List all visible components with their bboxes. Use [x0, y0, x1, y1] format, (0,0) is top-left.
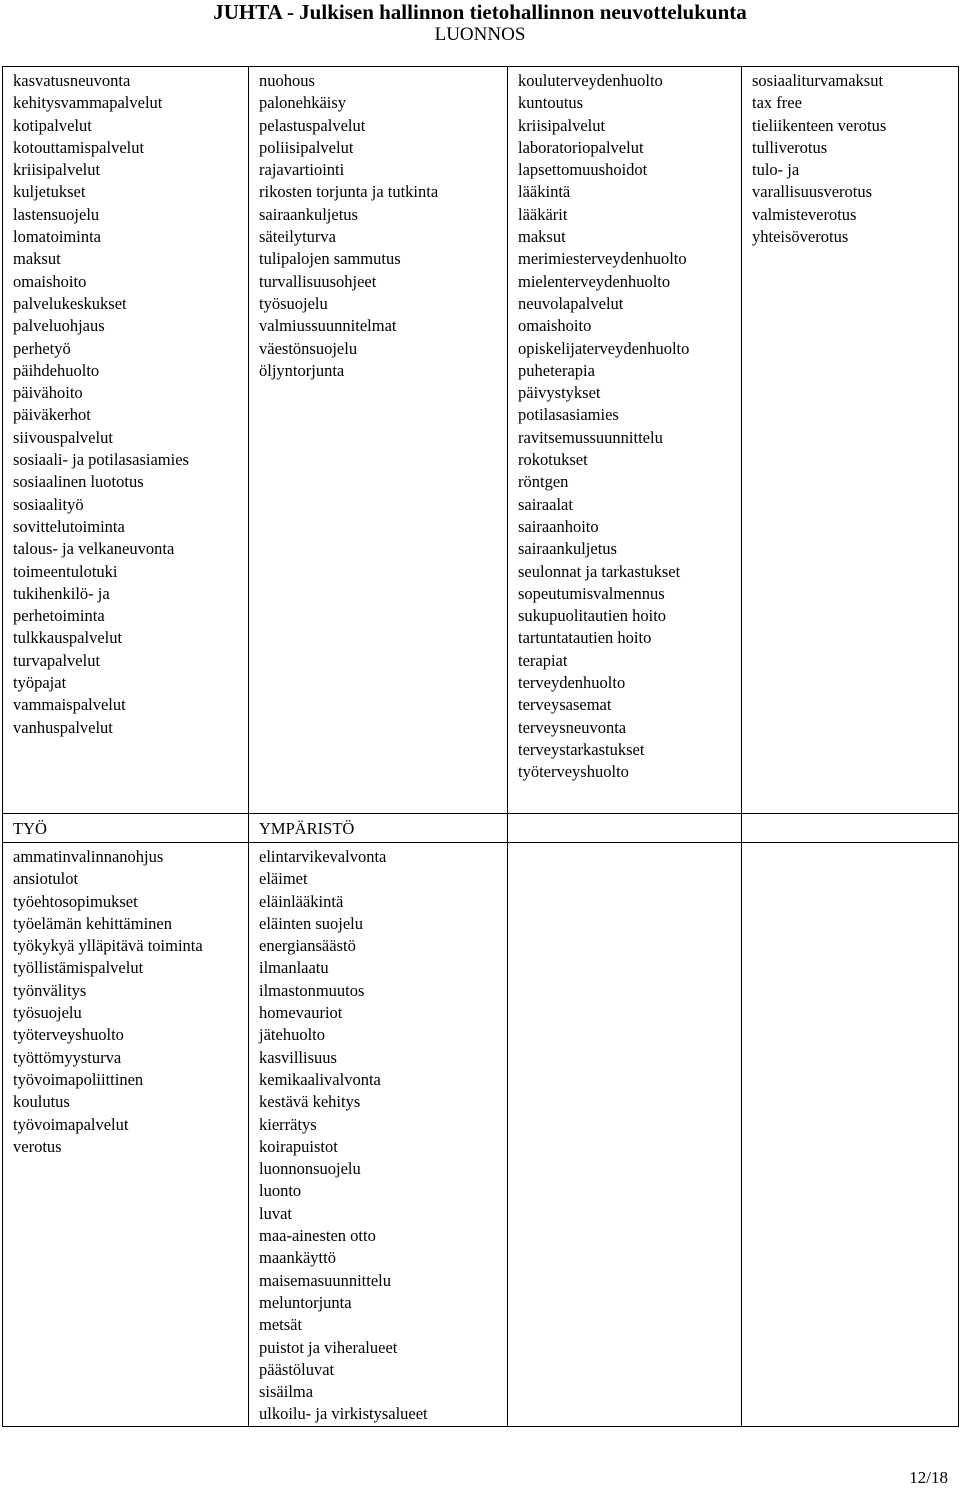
list-item: sukupuolitautien hoito — [518, 606, 667, 626]
list-item: maksut — [13, 249, 61, 269]
list-item: sosiaalityö — [13, 494, 84, 514]
list-item: työsuojelu — [13, 1003, 82, 1023]
list-item: työllistämispalvelut — [13, 958, 144, 978]
list-item: kierrätys — [259, 1114, 317, 1134]
list-item: tax free — [752, 93, 802, 113]
list-item: päivähoito — [13, 383, 83, 403]
list-item: terveydenhuolto — [518, 673, 626, 693]
list-item: lastensuojelu — [13, 204, 100, 224]
list-item: tukihenkilö- ja — [13, 583, 110, 603]
list-item: eläinlääkintä — [259, 891, 344, 911]
table-cell — [249, 843, 508, 1427]
list-item: omaishoito — [13, 271, 87, 291]
term-list — [249, 843, 507, 1426]
list-item: sosiaaliturvamaksut — [752, 71, 884, 90]
list-item: työkykyä ylläpitävä toiminta — [13, 936, 203, 956]
list-item: sosiaali- ja potilasasiamies — [13, 450, 189, 470]
table-cell — [742, 843, 959, 1427]
list-item: ulkoilu- ja virkistysalueet — [259, 1404, 428, 1424]
list-item: ravitsemussuunnittelu — [518, 427, 663, 447]
topics-table — [2, 66, 959, 1427]
list-item: työvoimapalvelut — [13, 1114, 129, 1134]
list-item: palveluohjaus — [13, 316, 105, 336]
list-item: kotouttamispalvelut — [13, 137, 145, 157]
list-item: verotus — [13, 1136, 62, 1156]
list-item: neuvolapalvelut — [518, 293, 624, 313]
list-item: työterveyshuolto — [518, 762, 629, 782]
list-item: varallisuusverotus — [752, 182, 873, 202]
list-item: kouluterveydenhuolto — [518, 71, 663, 90]
list-item: ansiotulot — [13, 869, 79, 889]
list-item: turvapalvelut — [13, 650, 101, 670]
list-item: kuntoutus — [518, 93, 584, 113]
list-item: koirapuistot — [259, 1136, 338, 1156]
table-row — [3, 67, 959, 814]
table-cell — [249, 814, 508, 843]
list-item: pelastuspalvelut — [259, 115, 366, 135]
list-item: rokotukset — [518, 450, 588, 470]
list-item: työehtosopimukset — [13, 891, 138, 911]
list-item: päästöluvat — [259, 1359, 335, 1379]
list-item: ilmastonmuutos — [259, 980, 365, 1000]
list-item: sosiaalinen luototus — [13, 472, 144, 492]
list-item: tulo- ja — [752, 160, 800, 180]
list-item: öljyntorjunta — [259, 360, 345, 380]
list-item: yhteisöverotus — [752, 227, 849, 247]
list-item: luonnonsuojelu — [259, 1159, 361, 1179]
page-number: 12/18 — [909, 1468, 948, 1487]
list-item: energiansäästö — [259, 936, 356, 956]
list-item: eläimet — [259, 869, 308, 889]
list-item: terveystarkastukset — [518, 739, 645, 759]
list-item: laboratoriopalvelut — [518, 137, 644, 157]
list-item: kehitysvammapalvelut — [13, 93, 163, 113]
table-row — [3, 814, 959, 843]
section-heading-tyo: TYÖ — [13, 819, 47, 838]
table-row — [3, 843, 959, 1427]
list-item: vammaispalvelut — [13, 695, 126, 715]
table-cell — [508, 814, 742, 843]
table-cell — [508, 67, 742, 814]
list-item: terveysneuvonta — [518, 717, 627, 737]
term-list — [742, 67, 958, 248]
list-item: elintarvikevalvonta — [259, 847, 387, 866]
list-item: siivouspalvelut — [13, 427, 113, 447]
list-item: puheterapia — [518, 360, 595, 380]
list-item: työvoimapoliittinen — [13, 1069, 144, 1089]
list-item: jätehuolto — [259, 1025, 325, 1045]
list-item: päivystykset — [518, 383, 601, 403]
list-item: kasvatusneuvonta — [13, 71, 131, 90]
list-item: kriisipalvelut — [13, 160, 101, 180]
list-item: sairaankuljetus — [259, 204, 358, 224]
list-item: sovittelutoiminta — [13, 516, 125, 536]
list-item: vanhuspalvelut — [13, 717, 113, 737]
list-item: maisemasuunnittelu — [259, 1270, 391, 1290]
term-list — [3, 843, 248, 1158]
list-item: rajavartiointi — [259, 160, 345, 180]
list-item: kuljetukset — [13, 182, 86, 202]
list-item: työttömyysturva — [13, 1047, 122, 1067]
list-item: tieliikenteen verotus — [752, 115, 887, 135]
section-heading-ymparisto: YMPÄRISTÖ — [259, 819, 355, 838]
table-cell — [742, 814, 959, 843]
list-item: ammatinvalinnanohjus — [13, 847, 164, 866]
list-item: terveysasemat — [518, 695, 612, 715]
list-item: opiskelijaterveydenhuolto — [518, 338, 690, 358]
list-item: terapiat — [518, 650, 568, 670]
list-item: valmisteverotus — [752, 204, 857, 224]
list-item: palonehkäisy — [259, 93, 347, 113]
list-item: lääkärit — [518, 204, 568, 224]
list-item: sairaankuljetus — [518, 539, 617, 559]
list-item: lomatoiminta — [13, 227, 101, 247]
list-item: poliisipalvelut — [259, 137, 354, 157]
term-list — [3, 67, 248, 739]
list-item: puistot ja viheralueet — [259, 1337, 398, 1357]
list-item: päihdehuolto — [13, 360, 100, 380]
list-item: metsät — [259, 1315, 303, 1335]
list-item: eläinten suojelu — [259, 913, 364, 933]
list-item: mielenterveydenhuolto — [518, 271, 671, 291]
list-item: tartuntatautien hoito — [518, 628, 652, 648]
list-item: rikosten torjunta ja tutkinta — [259, 182, 439, 202]
list-item: työelämän kehittäminen — [13, 913, 172, 933]
list-item: kestävä kehitys — [259, 1092, 361, 1112]
list-item: maankäyttö — [259, 1248, 336, 1268]
list-item: työpajat — [13, 673, 67, 693]
list-item: merimiesterveydenhuolto — [518, 249, 687, 269]
list-item: päiväkerhot — [13, 405, 91, 425]
list-item: koulutus — [13, 1092, 70, 1112]
document-header-subtitle: LUONNOS — [434, 24, 526, 45]
term-list — [249, 67, 507, 382]
list-item: omaishoito — [518, 316, 592, 336]
list-item: säteilyturva — [259, 227, 336, 247]
list-item: tulliverotus — [752, 137, 828, 157]
list-item: kemikaalivalvonta — [259, 1069, 381, 1089]
table-cell — [3, 814, 249, 843]
list-item: ilmanlaatu — [259, 958, 329, 978]
list-item: perhetyö — [13, 338, 71, 358]
list-item: työnvälitys — [13, 980, 87, 1000]
document-header-title: JUHTA - Julkisen hallinnon tietohallinnon neuvottelukunta — [213, 0, 747, 24]
list-item: valmiussuunnitelmat — [259, 316, 397, 336]
list-item: potilasasiamies — [518, 405, 619, 425]
list-item: lääkintä — [518, 182, 571, 202]
table-cell — [249, 67, 508, 814]
list-item: työterveyshuolto — [13, 1025, 124, 1045]
list-item: maksut — [518, 227, 566, 247]
list-item: luvat — [259, 1203, 292, 1223]
list-item: toimeentulotuki — [13, 561, 118, 581]
term-list — [508, 67, 741, 784]
list-item: sairaanhoito — [518, 516, 599, 536]
table-cell — [3, 843, 249, 1427]
list-item: röntgen — [518, 472, 569, 492]
list-item: perhetoiminta — [13, 606, 105, 626]
list-item: tulkkauspalvelut — [13, 628, 123, 648]
list-item: sopeutumisvalmennus — [518, 583, 665, 603]
list-item: palvelukeskukset — [13, 293, 127, 313]
list-item: luonto — [259, 1181, 302, 1201]
table-cell — [3, 67, 249, 814]
list-item: kriisipalvelut — [518, 115, 606, 135]
list-item: nuohous — [259, 71, 315, 90]
list-item: lapsettomuushoidot — [518, 160, 648, 180]
list-item: kotipalvelut — [13, 115, 92, 135]
list-item: väestönsuojelu — [259, 338, 358, 358]
list-item: kasvillisuus — [259, 1047, 337, 1067]
list-item: turvallisuusohjeet — [259, 271, 377, 291]
list-item: seulonnat ja tarkastukset — [518, 561, 681, 581]
list-item: homevauriot — [259, 1003, 343, 1023]
list-item: sisäilma — [259, 1382, 314, 1402]
table-cell — [742, 67, 959, 814]
list-item: sairaalat — [518, 494, 573, 514]
list-item: meluntorjunta — [259, 1292, 352, 1312]
list-item: maa-ainesten otto — [259, 1226, 376, 1246]
list-item: tulipalojen sammutus — [259, 249, 401, 269]
list-item: työsuojelu — [259, 293, 328, 313]
list-item: talous- ja velkaneuvonta — [13, 539, 175, 559]
table-cell — [508, 843, 742, 1427]
